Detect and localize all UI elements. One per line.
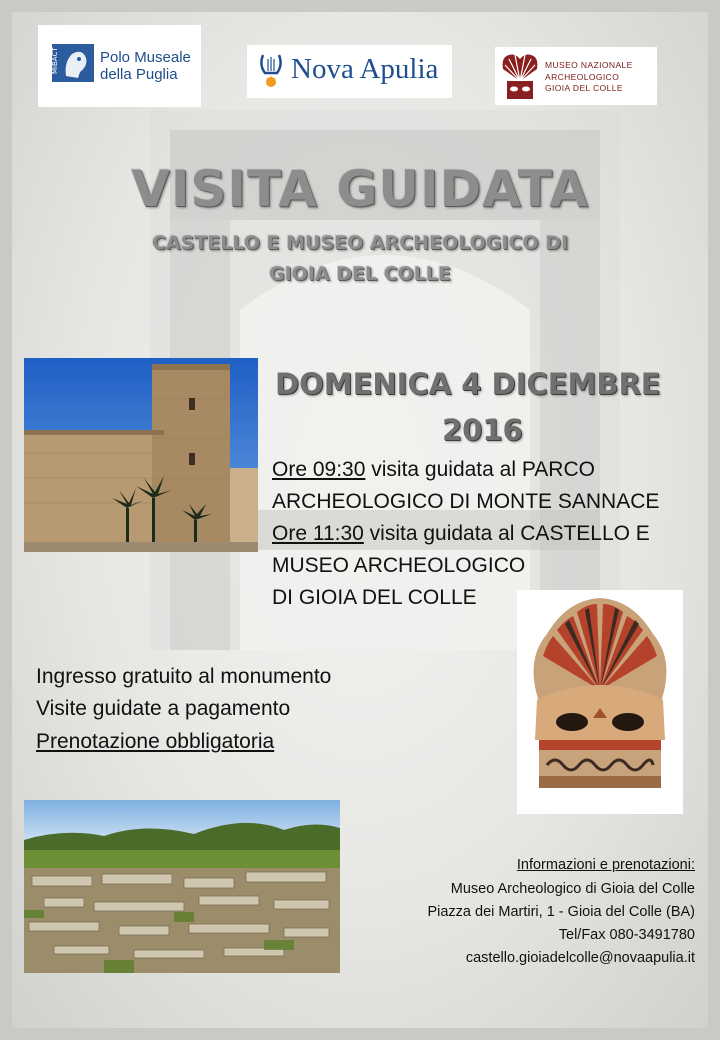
paid-tours-text: Visite guidate a pagamento (36, 697, 291, 720)
contact-phone[interactable]: Tel/Fax 080-3491780 (558, 927, 695, 943)
museo-nazionale-text: MUSEO NAZIONALE ARCHEOLOGICO GIOIA DEL COLLE (545, 60, 633, 93)
free-entry-text: Ingresso gratuito al monumento (36, 665, 332, 688)
subtitle-line1: CASTELLO E MUSEO ARCHEOLOGICO DI (151, 232, 569, 254)
schedule-time-2: Ore 11:30 (272, 522, 364, 545)
schedule-item-1: Ore 09:30 visita guidata al PARCO (272, 458, 595, 481)
schedule-item-2-cont: MUSEO ARCHEOLOGICO (272, 554, 526, 577)
mibact-mark-icon: MiBACT (52, 44, 94, 82)
schedule-item-2-cont2: DI GIOIA DEL COLLE (272, 586, 477, 609)
booking-required-text: Prenotazione obbligatoria (36, 730, 275, 753)
schedule-item-1-cont: ARCHEOLOGICO DI MONTE SANNACE (272, 490, 660, 513)
event-date: DOMENICA 4 DICEMBRE (275, 367, 661, 401)
subtitle-line2: GIOIA DEL COLLE (269, 263, 451, 285)
main-title: VISITA GUIDATA (131, 160, 589, 218)
nova-apulia-text: Nova Apulia (291, 53, 439, 85)
event-year: 2016 (442, 413, 523, 447)
contact-museum: Museo Archeologico di Gioia del Colle (450, 881, 695, 897)
polo-museale-text: Polo Museale della Puglia (100, 49, 191, 83)
schedule-time-1: Ore 09:30 (272, 458, 366, 481)
schedule-item-2: Ore 11:30 visita guidata al CASTELLO E (272, 522, 650, 545)
contact-heading: Informazioni e prenotazioni: (516, 857, 695, 873)
contact-address: Piazza dei Martiri, 1 - Gioia del Colle (BA) (427, 904, 695, 920)
contact-email[interactable]: castello.gioiadelcolle@novaapulia.it (465, 950, 695, 966)
